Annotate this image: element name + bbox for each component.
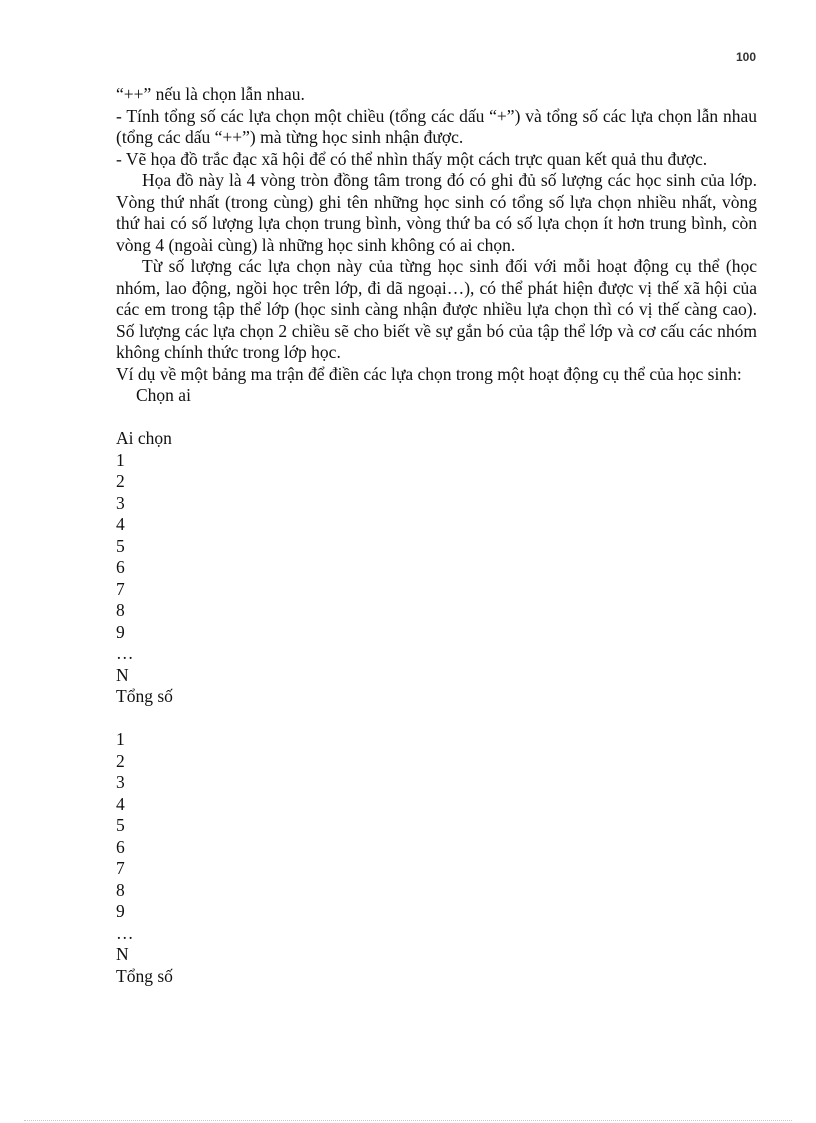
paragraph-mutual-choice: “++” nếu là chọn lẫn nhau. — [116, 84, 305, 104]
matrix-column-label: 5 — [116, 815, 125, 835]
matrix-row-label: … — [116, 643, 134, 663]
page-footer-divider — [24, 1120, 792, 1121]
spacer — [116, 407, 757, 429]
matrix-column-label: … — [116, 922, 134, 943]
matrix-row-label: 7 — [116, 578, 125, 599]
document-body — [116, 84, 757, 987]
matrix-column-list — [116, 729, 757, 987]
matrix-row-label: 9 — [116, 621, 125, 642]
matrix-row-label: 3 — [116, 492, 125, 513]
matrix-column-header: Chọn ai — [136, 385, 191, 405]
page-number: 100 — [735, 50, 756, 64]
paragraph-count-choices: - Tính tổng số các lựa chọn một chiều (tổng các dấu “+”) và tổng số các lựa chọn lẫn nhau (tổng các dấu “++”) mà từng học sinh nhận được. — [116, 105, 757, 147]
matrix-column-label: N — [116, 944, 129, 964]
matrix-row-label: 5 — [116, 535, 125, 556]
matrix-row-header: Ai chọn — [116, 428, 172, 448]
matrix-column-label: 1 — [116, 729, 125, 749]
spacer — [116, 708, 757, 730]
matrix-column-label: 4 — [116, 793, 125, 814]
matrix-column-label: 3 — [116, 772, 125, 792]
matrix-row-label: N — [116, 664, 129, 685]
matrix-row-label: 6 — [116, 557, 125, 577]
matrix-row-list — [116, 450, 757, 708]
paragraph-matrix-example: Ví dụ về một bảng ma trận để điền các lựa chọn trong một hoạt động cụ thể của học sinh: — [116, 363, 742, 384]
matrix-column-label: 2 — [116, 750, 125, 771]
matrix-row-label: 1 — [116, 449, 125, 470]
matrix-row-label: 8 — [116, 600, 125, 620]
matrix-column-label: 7 — [116, 858, 125, 878]
matrix-column-label: 6 — [116, 836, 125, 857]
matrix-row-label: 4 — [116, 514, 125, 534]
matrix-column-label: 9 — [116, 901, 125, 921]
paragraph-social-position: Từ số lượng các lựa chọn này của từng học sinh đối với mỗi hoạt động cụ thể (học nhóm, lao động, ngồi học trên lớp, đi dã ngoại…), có thể phát hiện được vị thế xã hội của các em trong tập thể lớp (học sinh càng nhận được nhiều lựa chọn thì có vị thế càng cao). Số lượng các lựa chọn 2 chiều sẽ cho biết về sự gắn bó của tập thể lớp và cơ cấu các nhóm không chính thức trong lớp học. — [116, 256, 757, 362]
matrix-total-column-label: Tổng số — [116, 965, 173, 986]
matrix-column-label: 8 — [116, 879, 125, 900]
paragraph-draw-sociogram: - Vẽ họa đồ trắc đạc xã hội để có thể nhìn thấy một cách trực quan kết quả thu được. — [116, 148, 708, 169]
matrix-row-label: 2 — [116, 471, 125, 491]
paragraph-sociogram-circles: Họa đồ này là 4 vòng tròn đồng tâm trong đó có ghi đủ số lượng các học sinh của lớp. Vòng thứ nhất (trong cùng) ghi tên những học sinh có tổng số lựa chọn nhiều nhất, vòng thứ hai có số lượng lựa chọn trung bình, vòng thứ ba có số lựa chọn ít hơn trung bình, còn vòng 4 (ngoài cùng) là những học sinh không có ai chọn. — [116, 170, 757, 255]
matrix-total-row-label: Tổng số — [116, 686, 173, 706]
